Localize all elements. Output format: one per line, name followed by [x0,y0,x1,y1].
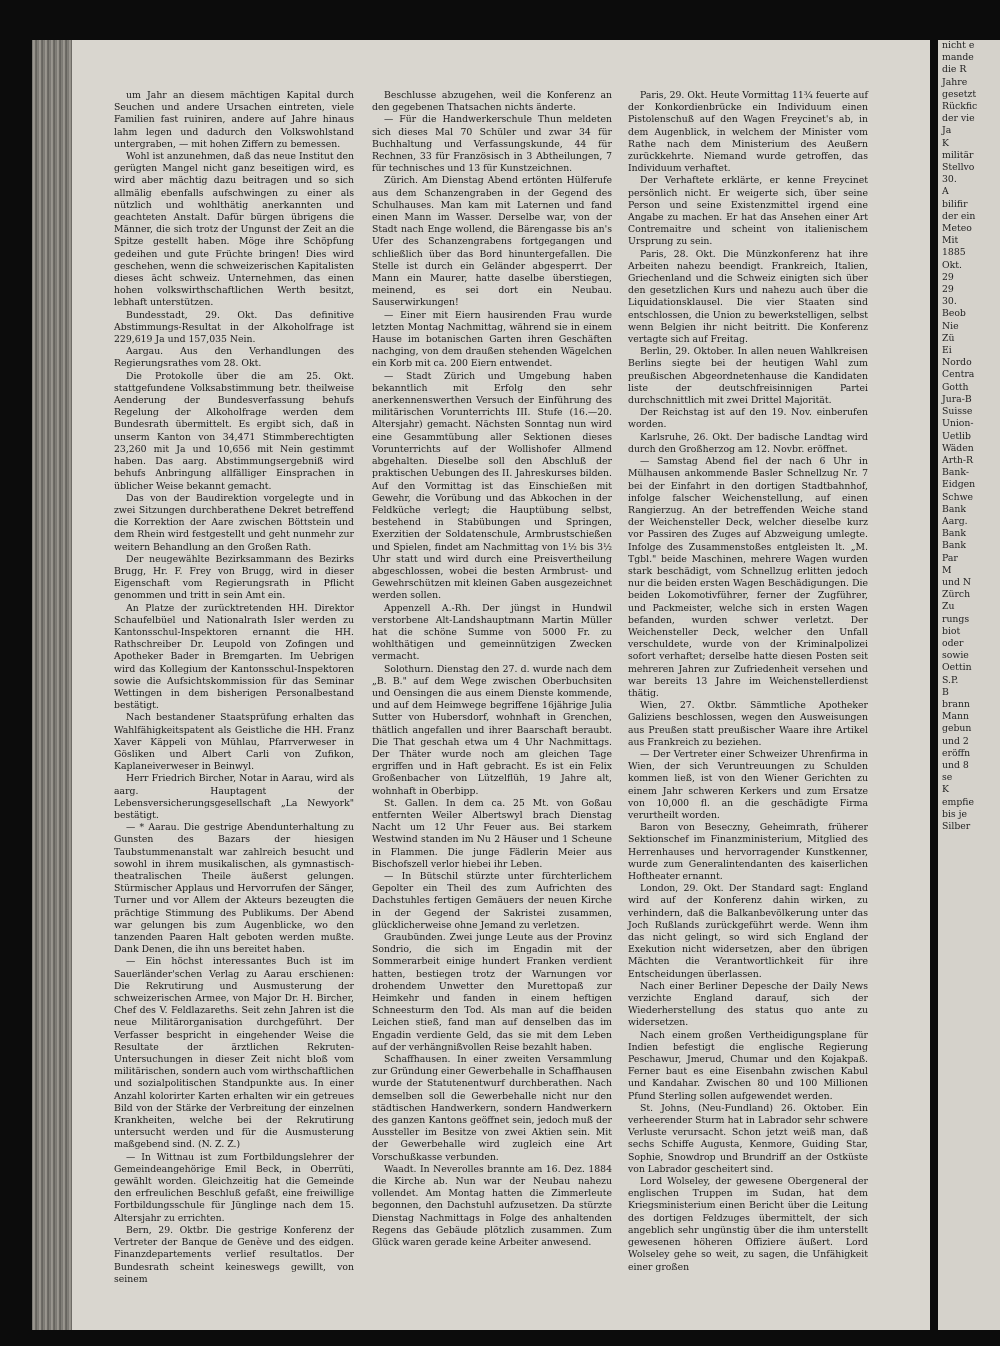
fragment-line: Ei [942,345,952,357]
article-paragraph: Bern, 29. Oktbr. Die gestrige Konferenz der Vertreter der Banque de Genève und des eidgen. Finanzdepartements verlief resultatlos. Der Bundesrath scheint keineswegs gewillt, von seinem [114,1224,354,1285]
article-paragraph: Wien, 27. Oktbr. Sämmtliche Apotheker Galiziens beschlossen, wegen den Ausweisungen aus Preußen statt preußischer Waare ihre Artikel aus Frankreich zu beziehen. [628,700,868,748]
fragment-line: K [942,784,949,796]
fragment-line: 1885 [942,247,966,259]
column-1 [114,90,354,1286]
article-paragraph: Nach einem großen Vertheidigungsplane für Indien befestigt die englische Regierung Peschawur, Jmerud, Chumar und den Kojakpaß. Ferner baut es eine Eisenbahn zwischen Kabul und Kandahar. Zwischen 80 und 100 Millionen Pfund Sterling sollen aufgewendet werden. [628,1029,868,1102]
article-paragraph: Das von der Baudirektion vorgelegte und in zwei Sitzungen durchberathene Dekret betreffend die Korrektion der Aare zwischen Böttstein und dem Rhein wird festgestellt und geht nunmehr zur weitern Behandlung an den Großen Rath. [114,492,354,553]
fragment-line: Okt. [942,259,962,271]
article-paragraph: St. Johns, (Neu-Fundland) 26. Oktober. Ein verheerender Sturm hat in Labrador sehr schwere Verluste verursacht. Schon jetzt weiß man, daß sechs Schiffe Augusta, Kenmore, Guiding Star, Sophie, Snowdrop und Brundriff an der Ostküste von Labrador gescheitert sind. [628,1102,868,1175]
fragment-line: nicht e [942,40,975,51]
article-paragraph: — Der Vertreter einer Schweizer Uhrenfirma in Wien, der sich Veruntreuungen zu Schulden kommen ließ, ist von den Wiener Gerichten zu einem Jahr schweren Kerkers und zum Ersatze von 10,000 fl. an die geschädigte Firma verurtheilt worden. [628,748,868,821]
article-paragraph: — * Aarau. Die gestrige Abendunterhaltung zu Gunsten des Bazars der hiesigen Taubstummenanstalt war zahlreich besucht und sowohl in ihrem musikalischen, als gymnastisch-theatralischen Theile äußerst gelungen. Stürmischer Applaus und Hervorrufen der Sänger, Turner und vor Allem der Akteurs bezeugten die prächtige Stimmung des Publikums. Der Abend war gelungen bis zum Augenblicke, wo den tanzenden Paaren Halt geboten werden mußte. Dank Denen, die ihn uns bereitet haben. [114,822,354,956]
article-paragraph: Baron von Beseczny, Geheimrath, früherer Sektionschef im Finanzministerium, Mitglied des Herrenhauses und hervorragender Kunstkenner, wurde zum Generalintendanten des kaiserlichen Hoftheater ernannt. [628,822,868,882]
article-paragraph: Aargau. Aus den Verhandlungen des Regierungsrathes vom 28. Okt. [114,346,354,370]
fragment-line: und 2 [942,735,969,747]
article-paragraph: Der Verhaftete erklärte, er kenne Freycinet persönlich nicht. Er weigerte sich, über seine Person und seine Existenzmittel irgend eine Angabe zu machen. Er hat das Ansehen einer Art Contremaitre und scheint von italienischem Ursprung zu sein. [628,175,868,248]
article-paragraph: — In Wittnau ist zum Fortbildungslehrer der Gemeindeangehörige Emil Beck, in Oberrüti, gewählt worden. Gleichzeitig hat die Gemeinde den erfreulichen Beschluß gefaßt, eine freiwillige Fortbildungsschule für Jünglinge nach dem 15. Altersjahr zu errichten. [114,1151,354,1224]
fragment-line: Gotth [942,381,969,393]
fragment-line: gesetzt [942,88,977,100]
article-paragraph: Solothurn. Dienstag den 27. d. wurde nach dem „B. B." auf dem Wege zwischen Oberbuchsiten und Oensingen die aus einem Dienste kommende, und auf dem Heimwege begriffene 16jährige Julia Sutter von Hubersdorf, wohnhaft in Grenchen, thätlich angefallen und ihrer Baarschaft beraubt. Die That geschah etwa um 4 Uhr Nachmittags. Der Thäter wurde noch am gleichen Tage ergriffen und in Haft gebracht. Es ist ein Felix Großenbacher von Lützelflüh, 19 Jahre alt, wohnhaft in Oberbipp. [372,663,612,797]
fragment-line: sowie [942,650,969,662]
fragment-line: Aarg. [942,515,968,527]
fragment-line: Nordo [942,357,972,369]
article-paragraph: Beschlusse abzugehen, weil die Konferenz an den gegebenen Thatsachen nichts änderte. [372,90,612,114]
fragment-line: empfie [942,796,974,808]
fragment-line: Stellvo [942,162,975,174]
article-paragraph: Karlsruhe, 26. Okt. Der badische Landtag wird durch den Großherzog am 12. Novbr. eröffnet. [628,431,868,455]
fragment-line: Ja [942,125,952,137]
fragment-line: militär [942,149,974,161]
fragment-line: der ein [942,210,976,222]
article-paragraph: — Einer mit Eiern hausirenden Frau wurde letzten Montag Nachmittag, während sie in einem Hause im botanischen Garten ihren Geschäften nachging, von dem draußen stehenden Wägelchen ein Korb mit ca. 200 Eiern entwendet. [372,309,612,370]
fragment-line: bilifir [942,198,968,210]
article-paragraph: um Jahr an diesem mächtigen Kapital durch Seuchen und andere Ursachen eintreten, viele Familien fast ruiniren, andere auf Jahre hinaus lahm legen und dadurch den Volkswohlstand untergraben, — mit hohen Ziffern zu bemessen. [114,90,354,150]
article-paragraph: Paris, 29. Okt. Heute Vormittag 11¾ feuerte auf der Konkordienbrücke ein Individuum einen Pistolenschuß auf den Wagen Freycinet's ab, in dem Augenblick, in welchem der Minister vom Rathe nach dem Ministerium des Aeußern zurückkehrte. Niemand wurde getroffen, das Individuum verhaftet. [628,90,868,175]
adjacent-page-fragment [938,40,1000,1330]
article-paragraph: — Samstag Abend fiel der nach 6 Uhr in Mülhausen ankommende Basler Schnellzug Nr. 7 bei der Einfahrt in den dortigen Stadtbahnhof, infolge falscher Weichenstellung, auf einen Rangierzug. An der betreffenden Weiche stand der Weichensteller Deck, welcher dieselbe kurz vor Passiren des Zuges auf Abzweigung umlegte. Infolge des Zusammenstoßes entgleisten lt. „M. Tgbl." beide Maschinen, mehrere Wagen wurden stark beschädigt, vom Schnellzug erlitten jedoch nur die beiden ersten Wagen Beschädigungen. Die beiden Lokomotivführer, ferner der Zugführer, und Packmeister, welche sich in ersten Wagen befanden, wurden schwer verletzt. Der Weichensteller Deck, welcher den Unfall verschuldete, wurde von der Kriminalpolizei sofort verhaftet; derselbe hatte diesen Posten seit mehreren Jahren zur Zufriedenheit versehen und war bereits 13 Jahre im Weichenstellerdienst thätig. [628,456,868,699]
article-paragraph: London, 29. Okt. Der Standard sagt: England wird auf der Konferenz dahin wirken, zu verhindern, daß die Balkanbevölkerung unter das Joch Rußlands zurückgeführt werde. Wenn ihm das nicht gelingt, so wird sich England der Exekution nicht widersetzen, aber den übrigen Mächten die Verantwortlichkeit für ihre Entscheidungen überlassen. [628,883,868,980]
column-2 [372,90,612,1249]
article-paragraph: Lord Wolseley, der gewesene Obergeneral der englischen Truppen im Sudan, hat dem Kriegsministerium einen Bericht über die Leitung des dortigen Feldzuges übermittelt, der sich angeblich sehr ungünstig über die ihm unterstellt gewesenen höheren Offiziere äußert. Lord Wolseley gehe so weit, zu sagen, die Unfähigkeit einer großen [628,1176,868,1273]
fragment-line: oder [942,637,964,649]
fragment-line: Jahre [942,76,968,88]
fragment-line: 29 [942,284,954,296]
fragment-line: Mann [942,711,970,723]
fragment-line: Centra [942,369,975,381]
fragment-line: mande [942,52,974,64]
fragment-line: 30. [942,296,957,308]
fragment-line: Wäden [942,442,974,454]
article-paragraph: Berlin, 29. Oktober. In allen neuen Wahlkreisen Berlins siegte bei der heutigen Wahl zum preußischen Abgeordnetenhause die Kandidaten liste der deutschfreisinnigen Partei durchschnittlich mit zwei Drittel Majorität. [628,346,868,407]
article-paragraph: Paris, 28. Okt. Die Münzkonferenz hat ihre Arbeiten nahezu beendigt. Frankreich, Italien, Griechenland und die Schweiz einigten sich über den gesetzlichen Kurs und nahezu auch über die Liquidationsklausel. Die vier Staaten sind entschlossen, die Union zu bewerkstelligen, selbst wenn Belgien ihr nicht beitritt. Die Konferenz vertagte sich auf Freitag. [628,248,868,346]
fragment-line: 29 [942,271,954,283]
column-3 [628,90,868,1274]
article-paragraph: St. Gallen. In dem ca. 25 Mt. von Goßau entfernten Weiler Albertswyl brach Dienstag Nacht um 12 Uhr Feuer aus. Bei starkem Westwind standen im Nu 2 Häuser und 1 Scheune in Flammen. Die junge Fädlerin Meier aus Bischofszell verlor hiebei ihr Leben. [372,797,612,870]
fragment-line: Bank [942,528,966,540]
fragment-line: Bank [942,540,966,552]
article-paragraph: Nach einer Berliner Depesche der Daily News verzichte England darauf, sich der Wiederherstellung des status quo ante zu widersetzen. [628,980,868,1029]
fragment-line: und 8 [942,759,969,771]
fragment-line: Bank [942,503,966,515]
article-paragraph: Die Protokolle über die am 25. Okt. stattgefundene Volksabstimmung betr. theilweise Aenderung der Bundesverfassung behufs Regelung der Alkoholfrage werden dem Bundesrath übermittelt. Es ergibt sich, daß in unserm Kanton von 34,471 Stimmberechtigten 23,260 mit Ja und 10,656 mit Nein gestimmt haben. Das aarg. Abstimmungsergebniß wird behufs Anbringung allfälliger Einsprachen in üblicher Weise bekannt gemacht. [114,370,354,492]
fragment-line: 30. [942,174,957,186]
fragment-line: Beob [942,308,966,320]
fragment-line: biot [942,625,961,637]
article-paragraph: — In Bütschil stürzte unter fürchterlichem Gepolter ein Theil des zum Aufrichten des Dachstuhles fertigen Gemäuers der neuen Kirche in der Gegend der Sakristei zusammen, glücklicherweise ohne Jemand zu verletzen. [372,871,612,931]
fragment-line: die R [942,64,967,76]
fragment-line: K [942,137,949,149]
article-paragraph: Der Reichstag ist auf den 19. Nov. einberufen worden. [628,407,868,431]
fragment-line: und N [942,576,972,588]
fragment-line: B [942,686,949,698]
article-paragraph: Herr Friedrich Bircher, Notar in Aarau, wird als aarg. Hauptagent der Lebensversicherungsgesellschaft „La Newyork" bestätigt. [114,773,354,821]
fragment-line: Arth-R [942,454,974,466]
article-paragraph: Der neugewählte Bezirksammann des Bezirks Brugg, Hr. F. Frey von Brugg, wird in dieser Eigenschaft vom Regierungsrath in Pflicht genommen und tritt in sein Amt ein. [114,553,354,602]
fragment-line: gebun [942,723,972,735]
article-paragraph: An Platze der zurücktretenden HH. Direktor Schaufelbüel und Nationalrath Isler werden zu Kantonsschul-Inspektoren ernannt die HH. Rathschreiber Dr. Leupold von Zofingen und Apotheker Bader in Bremgarten. Im Uebrigen wird das Kollegium der Kantonsschul-Inspektoren sowie die Aufsichtskommission für das Seminar Wettingen in dem bisherigen Personalbestand bestätigt. [114,602,354,712]
fragment-line: eröffn [942,747,971,759]
fragment-line: Par [942,552,958,564]
article-paragraph: Wohl ist anzunehmen, daß das neue Institut den gerügten Mangel nicht ganz beseitigen wird, es wird aber mächtig dazu beitragen und so sich allmälig ebenfalls aufschwingen zu einer als nützlich und wohlthätig anerkannten und geachteten Anstalt. Dafür bürgen übrigens die Männer, die sich trotz der Ungunst der Zeit an die Spitze gestellt haben. Möge ihre Schöpfung gedeihen und gute Früchte bringen! Dies wird geschehen, wenn die schweizerischen Kapitalisten dieses ächt schweiz. Unternehmen, das einen hohen volkswirthschaftlichen Werth besitzt, lebhaft unterstützen. [114,151,354,309]
article-paragraph: Schaffhausen. In einer zweiten Versammlung zur Gründung einer Gewerbehalle in Schaffhausen wurde der Statutenentwurf durchberathen. Nach demselben soll die Gewerbehalle nicht nur den städtischen Handwerkern, sondern Handwerkern des ganzen Kantons geöffnet sein, jedoch muß der Aussteller im Besitze von zwei Aktien sein. Mit der Gewerbehalle wird zugleich eine Art Vorschußkasse verbunden. [372,1054,612,1163]
article-paragraph: — Ein höchst interessantes Buch ist im Sauerländer'schen Verlag zu Aarau erschienen: Die Rekrutirung und Ausmusterung der schweizerischen Armee, von Major Dr. H. Bircher, Chef des V. Feldlazareths. Seit zehn Jahren ist die neue Militärorganisation durchgeführt. Der Verfasser bespricht in eingehender Weise die Resultate der ärztlichen Rekruten-Untersuchungen in dieser Zeit nicht bloß vom militärischen, sondern auch vom wirthschaftlichen und sozialpolitischen Standpunkte aus. In einer Anzahl kolorirter Karten erhalten wir ein getreues Bild von der Stärke der Verbreitung der einzelnen Krankheiten, welche bei der Rekrutirung untersucht werden und für die Ausmusterung maßgebend sind. (N. Z. Z.) [114,956,354,1151]
article-paragraph: Zürich. Am Dienstag Abend ertönten Hülferufe aus dem Schanzengraben in der Gegend des Schulhauses. Man kam mit Laternen und fand einen Mann im Wasser. Derselbe war, von der Stadt nach Enge wollend, die Bärengasse bis an's Ufer des Schanzengrabens fortgegangen und schließlich über das Bord hinuntergefallen. Die Stelle ist durch ein Geländer abgesperrt. Der Mann ein Maurer, hatte daselbe überstiegen, meinend, es sei dort ein Neubau. Sauserwirkungen! [372,175,612,309]
fragment-line: Bank- [942,467,969,479]
article-paragraph: Waadt. In Neverolles brannte am 16. Dez. 1884 die Kirche ab. Nun war der Neubau nahezu vollendet. Am Montag hatten die Zimmerleute begonnen, den Dachstuhl aufzusetzen. Da stürzte Dienstag Nachmittags in Folge des anhaltenden Regens das Gebäude plötzlich zusammen. Zum Glück waren gerade keine Arbeiter anwesend. [372,1163,612,1249]
fragment-line: brann [942,698,970,710]
fragment-line: Zu [942,601,955,613]
article-paragraph: — Für die Handwerkerschule Thun meldeten sich dieses Mal 70 Schüler und zwar 34 für Buchhaltung und Verfassungskunde, 44 für Rechnen, 33 für Französisch in 3 Abtheilungen, 7 für technisches und 13 für Kunstzeichnen. [372,114,612,175]
fragment-line: bis je [942,808,968,820]
fragment-line: Rückfic [942,101,978,113]
fragment-line: Suisse [942,406,973,418]
article-paragraph: Graubünden. Zwei junge Leute aus der Provinz Sondrio, die sich im Engadin mit der Sommerarbeit einige hundert Franken verdient hatten, bestiegen trotz der Warnungen vor drohendem Unwetter den Murettopaß zur Heimkehr und fanden in einem heftigen Schneesturm den Tod. Als man auf die beiden Leichen stieß, fand man auf denselben das im Engadin verdiente Geld, das sie mit dem Leben auf der verhängnißvollen Reise bezahlt haben. [372,932,612,1053]
fragment-line: Zürch [942,589,971,601]
fragment-line: Uetlib [942,430,971,442]
fragment-line: Zü [942,332,955,344]
fragment-line: A [942,186,949,198]
fragment-line: rungs [942,613,970,625]
fragment-line: Nie [942,320,959,332]
fragment-line: S.P. [942,674,959,686]
article-paragraph: Bundesstadt, 29. Okt. Das definitive Abstimmungs-Resultat in der Alkoholfrage ist 229,619 Ja und 157,035 Nein. [114,309,354,346]
fragment-line: se [942,772,953,784]
fragment-line: der vie [942,113,975,125]
book-binding-edge [32,40,72,1330]
fragment-line: Silber [942,821,971,832]
article-paragraph: Nach bestandener Staatsprüfung erhalten das Wahlfähigkeitspatent als Geistliche die HH. Franz Xaver Käppeli von Mühlau, Pfarrverweser in Gösliken und Albert Carli von Zufikon, Kaplaneiverweser in Beinwyl. [114,712,354,773]
newspaper-page [32,40,930,1330]
fragment-line: Jura-B [942,393,972,405]
article-paragraph: — Stadt Zürich und Umgebung haben bekanntlich mit Erfolg den sehr anerkennenswerthen Versuch der Einführung des militärischen Vorunterrichts III. Stufe (16.—20. Altersjahr) gemacht. Nächsten Sonntag nun wird eine Gesammtübung aller Sektionen dieses Vorunterrichts auf der Wollishofer Allmend abgehalten. Dieselbe soll den Abschluß der praktischen Uebungen des II. Jahreskurses bilden. Auf den Vormittag ist das Einschießen mit Gewehr, die Vorübung und das Abkochen in der Feldküche verlegt; die Hauptübung selbst, bestehend in Stabübungen und Springen, Exerzitien der Soldatenschule, Armbrustschießen und Spielen, findet am Nachmittag von 1½ bis 3½ Uhr statt und wird durch eine Preisvertheilung abgeschlossen, wobei die besten Armbrust- und Gewehrschützen mit kleinen Gaben ausgezeichnet werden sollen. [372,370,612,602]
fragment-line: Mit [942,235,959,247]
fragment-line: Meteo [942,223,972,235]
fragment-line: Oettin [942,662,972,674]
fragment-line: Union- [942,418,974,430]
fragment-line: M [942,564,952,576]
fragment-line: Eidgen [942,479,976,491]
article-paragraph: Appenzell A.-Rh. Der jüngst in Hundwil verstorbene Alt-Landshauptmann Martin Müller hat die schöne Summe von 5000 Fr. zu wohlthätigen und gemeinnützigen Zwecken vermacht. [372,602,612,663]
fragment-line: Schwe [942,491,974,503]
